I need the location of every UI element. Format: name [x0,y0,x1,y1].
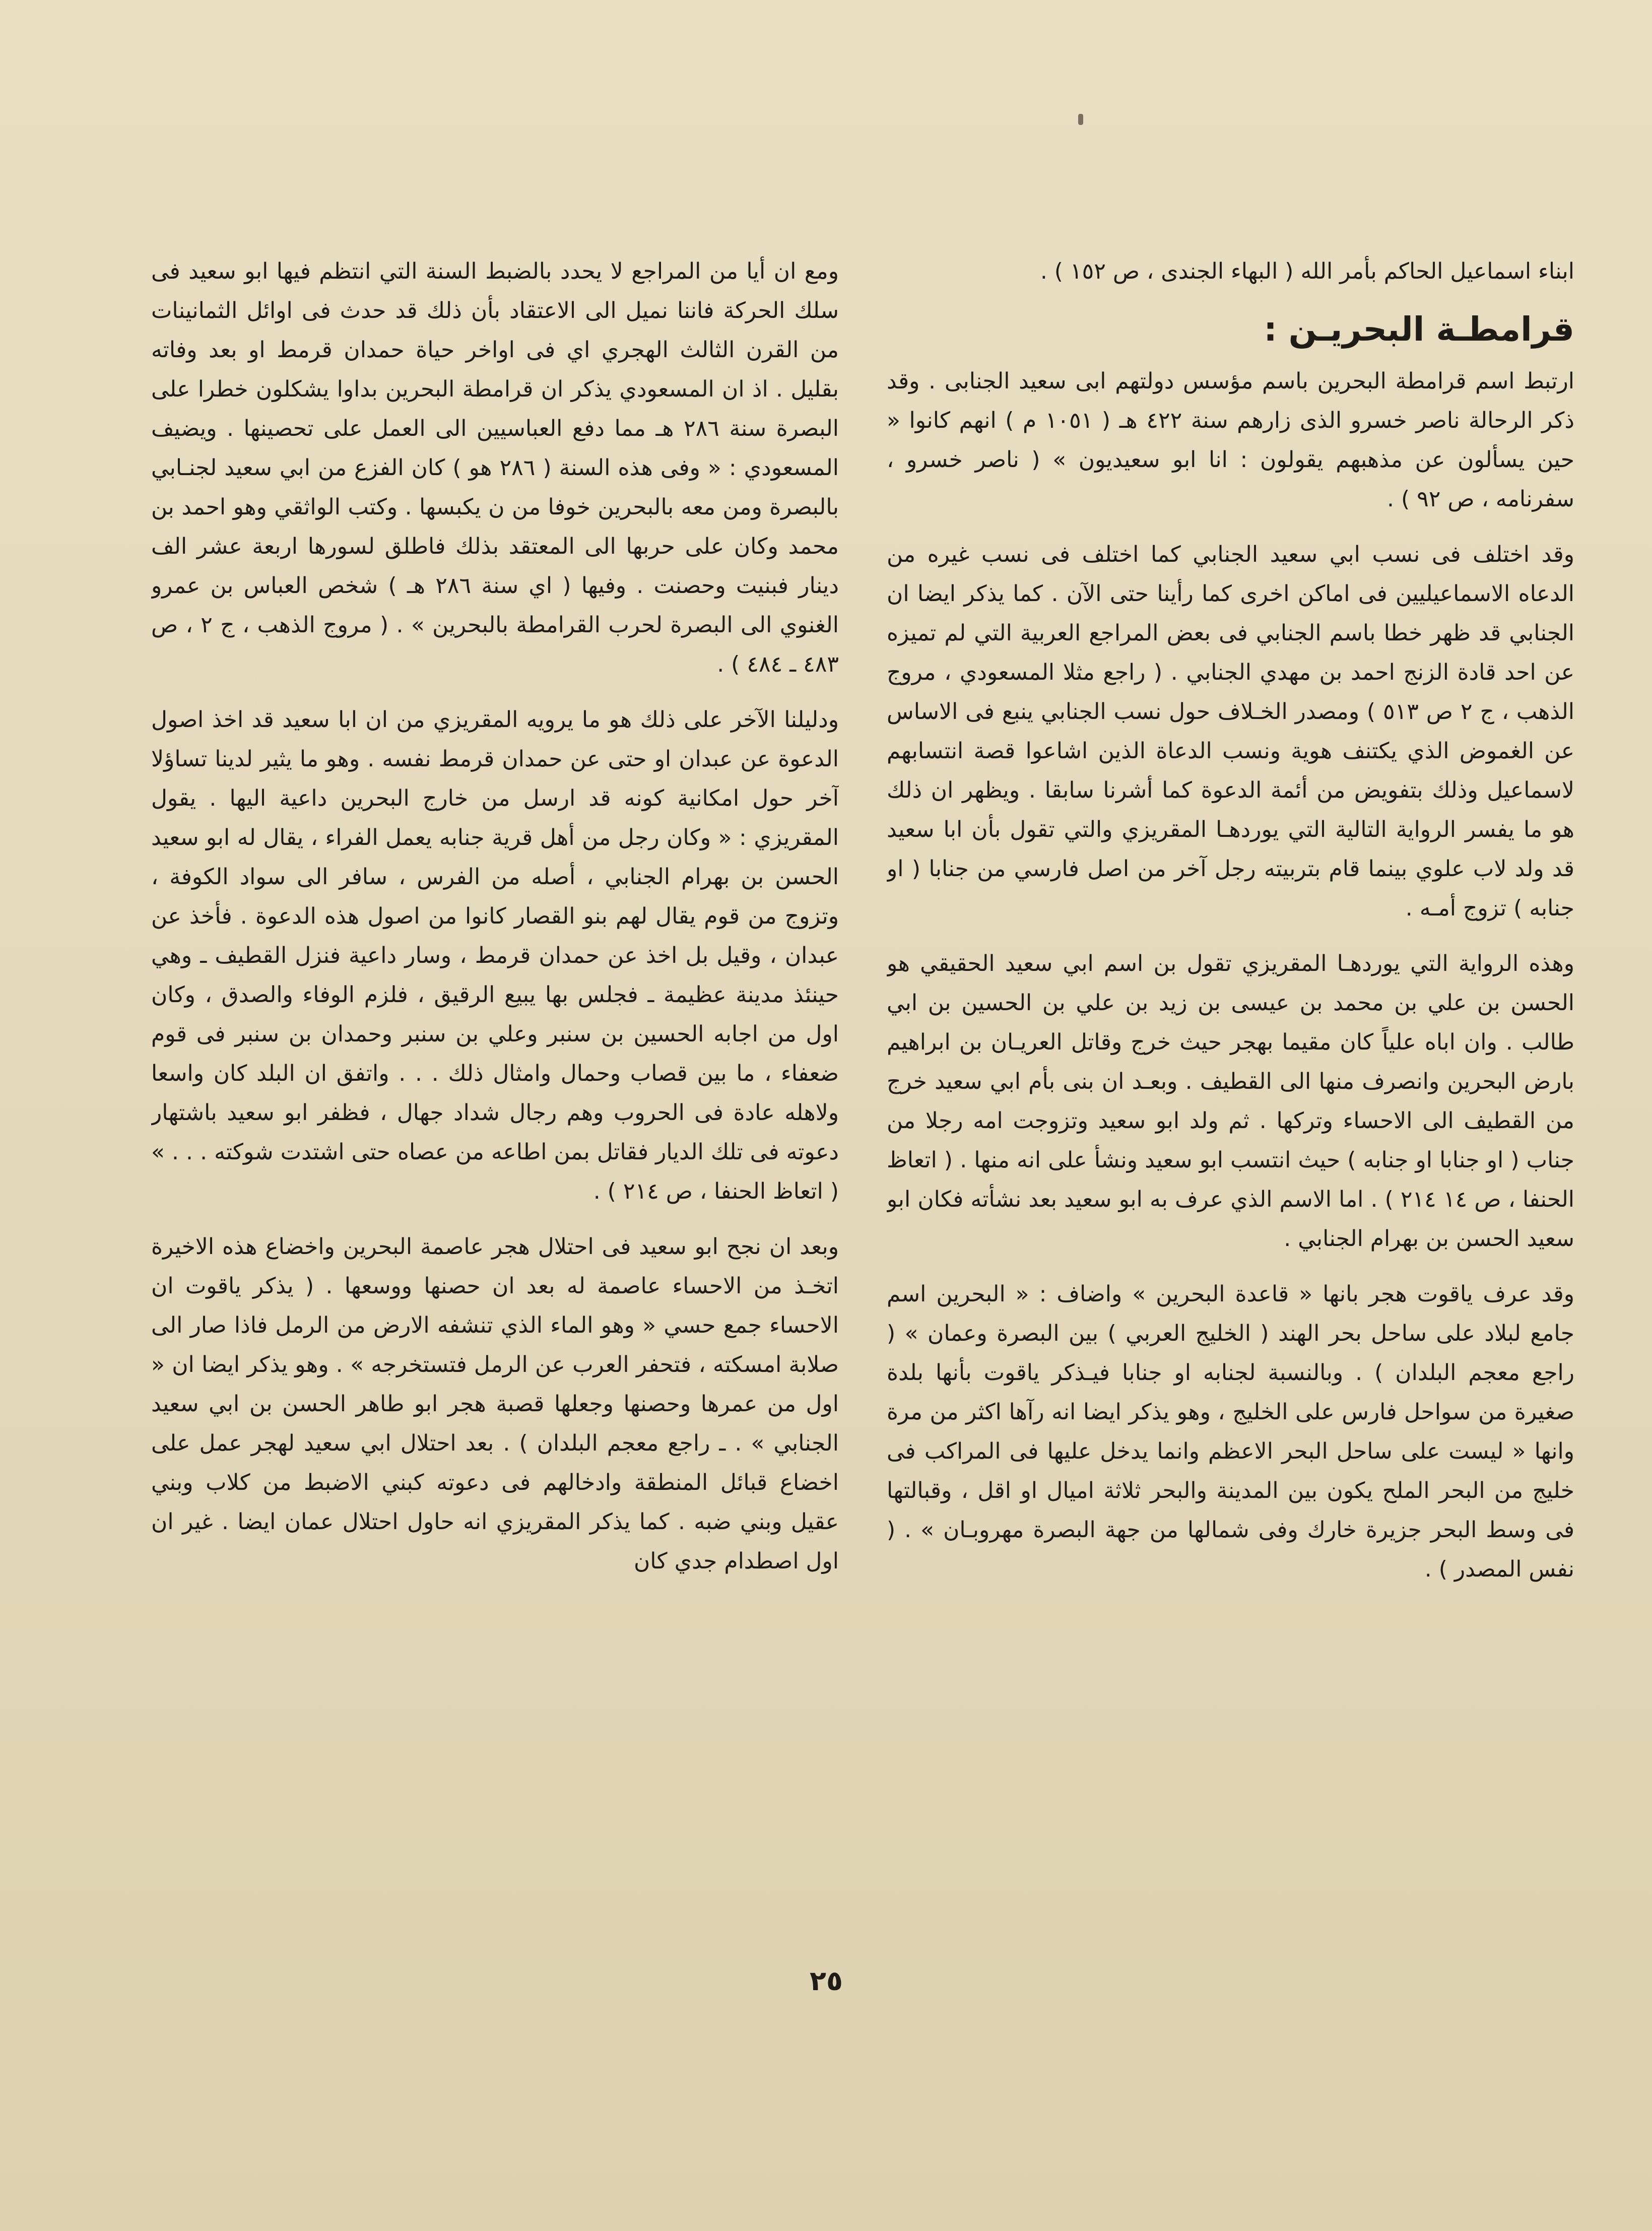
paragraph: ودليلنا الآخر على ذلك هو ما يرويه المقريزي من ان ابا سعيد قد اخذ اصول الدعوة عن عبدان او حتى عن حمدان قرمط نفسه . وهو ما يثير لدينا تساؤلا آخر حول امكانية كونه قد ارسل من خارج البحرين داعية اليها . يقول المقريزي : « وكان رجل من أهل قرية جنابه يعمل الفراء ، يقال له ابو سعيد الحسن بن بهرام الجنابي ، أصله من الفرس ، سافر الى سواد الكوفة ، وتزوج من قوم يقال لهم بنو القصار كانوا من اصول هذه الدعوة . فأخذ عن عبدان ، وقيل بل اخذ عن حمدان قرمط ، وسار داعية فنزل القطيف ـ وهي حينئذ مدينة عظيمة ـ فجلس بها يبيع الرقيق ، فلزم الوفاء والصدق ، وكان اول من اجابه الحسين بن سنبر وعلي بن سنبر وحمدان بن سنبر فى قوم ضعفاء ، ما بين قصاب وحمال وامثال ذلك . . . واتفق ان البلد كان واسعا ولاهله عادة فى الحروب وهم رجال شداد جهال ، فظفر ابو سعيد باشتهار دعوته فى تلك الديار فقاتل بمن اطاعه من عصاه حتى اشتدت شوكته . . . » ( اتعاظ الحنفا ، ص ٢١٤ ) . [151,707,839,1204]
paragraph: وبعد ان نجح ابو سعيد فى احتلال هجر عاصمة البحرين واخضاع هذه الاخيرة اتخـذ من الاحساء عاصمة له بعد ان حصنها ووسعها . ( يذكر ياقوت ان الاحساء جمع حسي « وهو الماء الذي تنشفه الارض من الرمل فاذا صار الى صلابة امسكته ، فتحفر العرب عن الرمل فتستخرجه » . وهو يذكر ايضا ان « اول من عمرها وحصنها وجعلها قصبة هجر ابو طاهر الحسن بن ابي سعيد الجنابي » . ـ راجع معجم البلدان ) . بعد احتلال ابي سعيد لهجر عمل على اخضاع قبائل المنطقة وادخالهم فى دعوته كبني الاضبط من كلاب وبني عقيل وبني ضبه . كما يذكر المقريزي انه حاول احتلال عمان ايضا . غير ان اول اصطدام جدي كان [151,1234,839,1574]
paragraph: وهذه الرواية التي يوردهـا المقريزي تقول بن اسم ابي سعيد الحقيقي هو الحسن بن علي بن محمد بن عيسى بن زيد بن علي بن الحسين بن ابي طالب . وان اباه علياً كان مقيما بهجر حيث خرج وقاتل العريـان بن ابراهيم بارض البحرين وانصرف منها الى القطيف . وبعـد ان بنى بأم ابي سعيد خرج من القطيف الى الاحساء وتركها . ثم ولد ابو سعيد وتزوجت امه رجلا من جناب ( او جنابا او جنابه ) حيث انتسب ابو سعيد ونشأ على انه منها . ( اتعاظ الحنفا ، ص ١٤ ٢١٤ ) . اما الاسم الذي عرف به ابو سعيد بعد نشأته فكان ابو سعيد الحسن بن بهرام الجنابي . [887,951,1574,1252]
paragraph: ارتبط اسم قرامطة البحرين باسم مؤسس دولتهم ابى سعيد الجنابى . وقد ذكر الرحالة ناصر خسرو الذى زارهم سنة ٤٢٢ هـ ( ١٠٥١ م ) انهم كانوا « حين يسألون عن مذهبهم يقولون : انا ابو سعيديون » ( ناصر خسرو ، سفرنامه ، ص ٩٢ ) . [887,368,1574,512]
intro-paragraph: ابناء اسماعيل الحاكم بأمر الله ( البهاء الجندى ، ص ١٥٢ ) . [1040,258,1574,284]
section-heading: قرامطـة البحريـن : [1264,310,1574,349]
paragraph: وقد عرف ياقوت هجر بانها « قاعدة البحرين » واضاف : « البحرين اسم جامع لبلاد على ساحل بحر الهند ( الخليج العربي ) بين البصرة وعمان » ( راجع معجم البلدان ) . وبالنسبة لجنابه او جنابا فيـذكر ياقوت بأنها بلدة صغيرة من سواحل فارس على الخليج ، وهو يذكر ايضا انه رآها اكثر من مرة وانها « ليست على ساحل البحر الاعظم وانما يدخل عليها فى المراكب فى خليج من البحر الملح يكون بين المدينة والبحر ثلاثة اميال او اقل ، وقبالتها فى وسط البحر جزيرة خارك وفى شمالها من جهة البصرة مهروبـان » . ( نفس المصدر ) . [887,1281,1574,1582]
paragraph: ومع ان أيا من المراجع لا يحدد بالضبط السنة التي انتظم فيها ابو سعيد فى سلك الحركة فاننا نميل الى الاعتقاد بأن ذلك قد حدث فى اوائل الثمانينات من القرن الثالث الهجري اي فى اواخر حياة حمدان قرمط او بعد وفاته بقليل . اذ ان المسعودي يذكر ان قرامطة البحرين بداوا يشكلون خطرا على البصرة سنة ٢٨٦ هـ مما دفع العباسيين الى العمل على تحصينها . ويضيف المسعودي : « وفى هذه السنة ( ٢٨٦ هو ) كان الفزع من ابي سعيد لجنـابي بالبصرة ومن معه بالبحرين خوفا من ن يكبسها . وكتب الواثقي وهو احمد بن محمد وكان على حربها الى المعتقد بذلك فاطلق لسورها اربعة عشر الف دينار فبنيت وحصنت . وفيها ( اي سنة ٢٨٦ هـ ) شخص العباس بن عمرو الغنوي الى البصرة لحرب القرامطة بالبحرين » . ( مروج الذهب ، ج ٢ ، ص ٤٨٣ ـ ٤٨٤ ) . [151,258,839,677]
right-column [887,252,1574,1965]
paragraph: وقد اختلف فى نسب ابي سعيد الجنابي كما اختلف فى نسب غيره من الدعاه الاسماعيليين فى اماكن اخرى كما رأينا حتى الآن . كما يذكر ايضا ان الجنابي قد ظهر خطا باسم الجنابي فى بعض المراجع العربية التي لم تميزه عن احد قادة الزنج احمد بن مهدي الجنابي . ( راجع مثلا المسعودي ، مروج الذهب ، ج ٢ ص ٥١٣ ) ومصدر الخـلاف حول نسب الجنابي ينبع فى الاساس عن الغموض الذي يكتنف هوية ونسب الدعاة الذين اشاعوا قصة انتسابهم لاسماعيل وذلك بتفويض من أئمة الدعوة كما أشرنا سابقا . ويظهر ان ذلك هو ما يفسر الرواية التالية التي يوردهـا المقريزي والتي تقول بأن ابا سعيد قد ولد لاب علوي بينما قام بتربيته رجل آخر من اصل فارسي من جنابا ( او جنابه ) تزوج أمـه . [887,542,1574,921]
left-column [151,252,839,1965]
page-number: ٢٥ [810,1965,843,1997]
ink-speck [1078,114,1083,125]
